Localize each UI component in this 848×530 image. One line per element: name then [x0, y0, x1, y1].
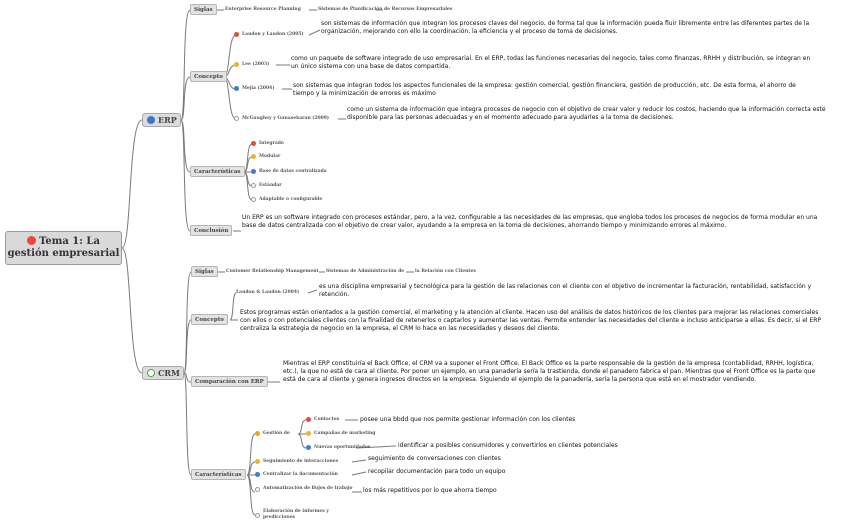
erp-caracteristicas[interactable] — [190, 166, 245, 177]
crm-caracteristicas[interactable] — [191, 469, 246, 480]
erp-icon — [147, 116, 155, 124]
crm-siglas-p1: Customer Relationship Management — [226, 269, 319, 274]
erp-concepto-text-3: como un sistema de información que integra procesos de negocio con el objetivo de crear valor y reducir los costos, haciendo que la información correcta esté disponible para las personas adecuadas y en el momento adecuado para ayudarles a la toma de decisiones. — [347, 106, 826, 121]
erp-siglas[interactable] — [190, 4, 217, 15]
crm-car-2[interactable]: Automatización de flujos de trabajo — [255, 486, 355, 492]
crm-gestion-0[interactable]: Contactos — [306, 417, 339, 422]
root-topic[interactable] — [5, 231, 122, 265]
crm-gestion-text-0: posee una bbdd que nos permite gestionar información con los clientes — [360, 416, 576, 423]
priority-icon — [306, 417, 311, 422]
crm-concepto-label: Concepto — [195, 316, 224, 323]
priority-icon — [234, 116, 239, 121]
crm-gestion-text-2: identificar a posibles consumidores y convertirlos en clientes potenciales — [398, 442, 618, 449]
priority-icon — [306, 445, 311, 450]
erp-car-1[interactable]: Modular — [251, 154, 280, 159]
crm-siglas[interactable] — [191, 266, 218, 277]
erp-siglas-p1: Enterprise Resource Planning — [225, 7, 301, 12]
erp-concepto-text-2: son sistemas que integran todos los aspectos funcionales de la empresa: gestión comercial, gestión financiera, gestión de producción, etc. De esta forma, el ahorro de tiempo y la minimización de errores es máximo — [293, 82, 796, 97]
erp-siglas-p3: de Recursos Empresariales — [384, 7, 453, 12]
crm-car-text-2: los más repetitivos por lo que ahorra tiempo — [363, 487, 497, 494]
crm-car-3[interactable]: Elaboración de informes y predicciones — [255, 509, 355, 521]
erp-conclusion[interactable] — [190, 225, 232, 236]
crm-car-1[interactable]: Centralizar la documentación — [255, 472, 338, 477]
crm-comparacion-text: Mientras el ERP constituiría el Back Office, el CRM va a suponer el Front Office. El Back Office es la parte responsable de la gestión de la empresa (contabilidad, RRHH, logística, etc.), la que no está de cara al cliente. Por poner un ejemplo, en una panadería sería la trastienda, donde el panadero fabrica el pan. Mientras que el Front Office es la parte que está de cara al cliente y genera ingresos directos en la empresa. Siguiendo el ejemplo de la panadería, sería la persona que está en el mostrador vendiendo. — [283, 360, 816, 383]
priority-icon — [234, 32, 239, 37]
erp-concepto-item-2[interactable]: Mejía (2004) — [234, 86, 274, 91]
priority-icon — [251, 154, 256, 159]
erp-car-4[interactable]: Adaptable o configurable — [251, 197, 322, 202]
erp-concepto-item-0[interactable]: Laudon y Laudon (2005) — [234, 32, 304, 37]
priority-icon — [255, 487, 260, 492]
crm-comparacion-label: Comparación con ERP — [195, 378, 264, 385]
priority-icon — [251, 141, 256, 146]
erp-car-0[interactable]: Integrado — [251, 141, 284, 146]
crm-gestion-2[interactable]: Nuevas oportunidades — [306, 445, 370, 450]
priority-icon — [255, 459, 260, 464]
erp-label: ERP — [158, 115, 177, 125]
erp-car-3[interactable]: Estándar — [251, 183, 282, 188]
erp-conclusion-text: Un ERP es un software integrado con procesos estándar, pero, a la vez, configurable a las necesidades de las empresas, que engloba todos los procesos de negocios de forma modular en una base de datos centralizada con el objetivo de crear valor, ayudando a la empresa en la toma de decisiones, ahorrando tiempo y minimizando errores al máximo. — [242, 214, 818, 229]
erp-concepto-item-3[interactable]: McGaughey y Gunasekaran (2009) — [234, 116, 329, 121]
crm-concepto-text: Estos programas están orientados a la gestión comercial, el marketing y la atención al cliente. Hacen uso del análisis de datos históricos de los clientes para mejorar las relaciones comerciales con ellos o con potenciales clientes con la finalidad de retenerlos o captarlos y aumentar las ventas. Permite entender las necesidades del cliente e incluso anticiparse a ellas. Es decir, si el ERP centraliza la estrategia de negocio en la empresa, el CRM lo hace en las necesidades y deseos del cliente. — [240, 309, 822, 332]
crm-car-text-1: recopilar documentación para todo un equipo — [368, 468, 506, 475]
crm-car-text-0: seguimiento de conversaciones con clientes — [368, 455, 501, 462]
erp-siglas-label: Siglas — [194, 6, 213, 13]
erp-concepto-label: Concepto — [194, 73, 223, 80]
crm-topic[interactable] — [142, 366, 184, 380]
priority-icon — [234, 86, 239, 91]
priority-icon — [251, 169, 256, 174]
erp-concepto-item-1[interactable]: Lee (2003) — [234, 62, 269, 67]
crm-icon — [147, 369, 155, 377]
crm-gestion[interactable]: Gestión de — [255, 431, 290, 436]
crm-caracteristicas-label: Características — [195, 471, 242, 478]
priority-icon — [255, 472, 260, 477]
erp-caracteristicas-label: Características — [194, 168, 241, 175]
crm-definicion-text: es una disciplina empresarial y tecnológica para la gestión de las relaciones con el cliente con el objetivo de incrementar la facturación, rentabilidad, satisfacción y retención. — [319, 283, 812, 298]
priority-icon — [255, 513, 260, 518]
crm-siglas-label: Siglas — [195, 268, 214, 275]
erp-conclusion-label: Conclusión — [194, 227, 229, 234]
crm-car-0[interactable]: Seguimiento de interacciones — [255, 459, 338, 464]
crm-siglas-p3: la Relación con Clientes — [415, 269, 476, 274]
erp-car-2[interactable]: Base de datos centralizada — [251, 169, 327, 174]
crm-definicion-author[interactable]: Laudon & Laudon (2004) — [236, 290, 300, 295]
crm-label: CRM — [158, 368, 180, 378]
erp-topic[interactable] — [142, 113, 181, 127]
erp-concepto[interactable] — [190, 71, 227, 82]
priority-icon — [251, 183, 256, 188]
crm-concepto[interactable] — [191, 314, 228, 325]
crm-comparacion[interactable] — [191, 376, 268, 387]
crm-gestion-1[interactable]: Campañas de marketing — [306, 431, 375, 436]
root-title: Tema 1: La gestión empresarial — [7, 236, 120, 259]
priority-icon — [306, 431, 311, 436]
priority-icon — [234, 62, 239, 67]
priority-icon — [255, 431, 260, 436]
priority-icon — [251, 197, 256, 202]
crm-siglas-p2: Sistemas de Administración de — [326, 269, 405, 274]
topic-icon — [27, 236, 36, 245]
erp-concepto-text-1: como un paquete de software integrado de uso empresarial. En el ERP, todas las funciones necesarias del negocio, tales como finanzas, RRHH y distribución, se integran en un único sistema con una base de datos compartida. — [291, 55, 811, 70]
erp-concepto-text-0: son sistemas de información que integran los procesos claves del negocio, de forma tal que la información pueda fluir libremente entre las diferentes partes de la organización, mejorando con ello la coordinación, la eficiencia y el proceso de toma de decisiones. — [321, 20, 810, 35]
erp-siglas-p2: Sistemas de Planificación — [318, 7, 383, 12]
